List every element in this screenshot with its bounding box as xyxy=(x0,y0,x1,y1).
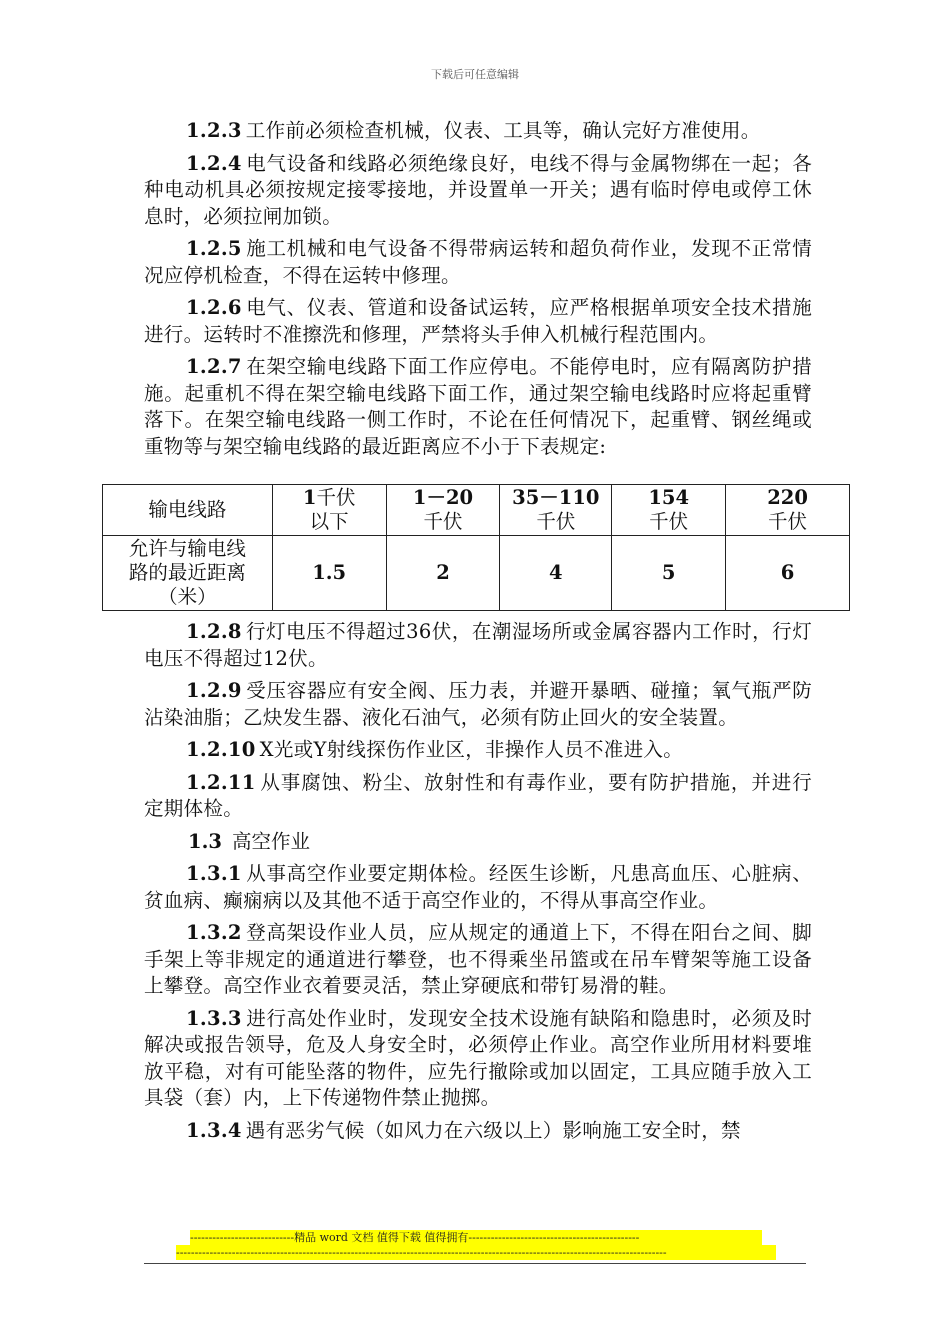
voltage-column-1 xyxy=(272,485,386,536)
clause-1-3-2 xyxy=(144,920,812,1000)
document-body xyxy=(128,118,812,1150)
clause-number: 1.2.7 xyxy=(186,355,242,378)
row-label-voltage: 输电线路 xyxy=(103,485,273,536)
clause-text: 从事高空作业要定期体检。经医生诊断，凡患高血压、心脏病、贫血病、癫痫病以及其他不适于高空作业的，不得从事高空作业。 xyxy=(144,862,812,912)
footer-banner xyxy=(176,1230,776,1260)
clause-number: 1.3.3 xyxy=(186,1006,242,1030)
clause-text: 行灯电压不得超过36伏，在潮湿场所或金属容器内工作时，行灯电压不得超过12伏。 xyxy=(144,620,812,670)
clause-number: 1.2.10 xyxy=(186,738,256,761)
section-heading xyxy=(144,829,812,856)
row-label-line: （米） xyxy=(158,585,217,608)
section-title: 高空作业 xyxy=(231,829,310,853)
page-header: 下载后可任意编辑 xyxy=(431,68,519,81)
voltage-column-4 xyxy=(612,485,726,536)
distance-cell: 6 xyxy=(726,536,850,611)
voltage-value: 1－20 xyxy=(412,486,474,509)
clause-number: 1.2.9 xyxy=(186,679,242,702)
clause-text: 电气、仪表、管道和设备试运转，应严格根据单项安全技术措施进行。运转时不准擦洗和修理，严禁将头手伸入机械行程范围内。 xyxy=(144,296,812,346)
clause-1-2-7 xyxy=(144,354,812,460)
voltage-value: 35－110 xyxy=(512,486,600,509)
voltage-column-3 xyxy=(500,485,612,536)
distance-cell: 5 xyxy=(612,536,726,611)
distance-cell: 1.5 xyxy=(272,536,386,611)
clause-1-2-8 xyxy=(144,619,812,672)
clause-text: 在架空输电线路下面工作应停电。不能停电时，应有隔离防护措施。起重机不得在架空输电线路下面工作，通过架空输电线路时应将起重臂落下。在架空输电线路一侧工作时，不论在任何情况下，起重臂、钢丝绳或重物等与架空输电线路的最近距离应不小于下表规定: xyxy=(144,355,812,458)
voltage-unit-line: 以下 xyxy=(309,510,349,533)
clause-text: 施工机械和电气设备不得带病运转和超负荷作业，发现不正常情况应停机检查，不得在运转中修理。 xyxy=(144,237,812,287)
distance-cell: 2 xyxy=(386,536,500,611)
footer-banner-line: ------------------------------------------------------------------------------------------------------------------------------------ xyxy=(176,1245,776,1260)
table-distance-row xyxy=(103,536,850,611)
voltage-unit-line: 千伏 xyxy=(536,510,576,533)
voltage-unit: 千伏 xyxy=(316,486,356,509)
clause-text: 从事腐蚀、粉尘、放射性和有毒作业，要有防护措施，并进行定期体检。 xyxy=(144,770,812,820)
clause-1-2-4 xyxy=(144,151,812,231)
clause-1-2-3 xyxy=(144,118,812,145)
clause-1-3-4 xyxy=(144,1118,812,1145)
row-label-line: 路的最近距离 xyxy=(128,561,246,584)
footer-banner-line: ----------------------------精品 word 文档 值得下载 值得拥有---------------------------------------------- xyxy=(190,1230,762,1245)
section-number: 1.3 xyxy=(188,829,222,853)
clause-number: 1.3.2 xyxy=(186,921,242,944)
voltage-value: 154 xyxy=(648,486,690,509)
footer-divider xyxy=(144,1263,806,1264)
voltage-column-2 xyxy=(386,485,500,536)
clause-number: 1.2.5 xyxy=(186,237,242,260)
clause-number: 1.2.11 xyxy=(186,770,256,794)
distance-cell: 4 xyxy=(500,536,612,611)
voltage-unit-line: 千伏 xyxy=(423,510,463,533)
clause-text: X光或Y射线探伤作业区，非操作人员不准进入。 xyxy=(259,738,684,761)
clause-text: 电气设备和线路必须绝缘良好，电线不得与金属物绑在一起；各种电动机具必须按规定接零接地，并设置单一开关；遇有临时停电或停工休息时，必须拉闸加锁。 xyxy=(144,151,812,228)
row-label-distance xyxy=(103,536,273,611)
voltage-unit-line: 千伏 xyxy=(768,510,808,533)
clause-text: 进行高处作业时，发现安全技术设施有缺陷和隐患时，必须及时解决或报告领导，危及人身安全时，必须停止作业。高空作业所用材料要堆放平稳，对有可能坠落的物件，应先行撤除或加以固定，工具应随手放入工具袋（套）内，上下传递物件禁止抛掷。 xyxy=(144,1006,812,1109)
clause-number: 1.2.3 xyxy=(186,119,242,142)
clause-number: 1.2.4 xyxy=(186,151,242,175)
clearance-distance-table xyxy=(102,484,850,611)
clause-1-2-5 xyxy=(144,236,812,289)
clause-text: 遇有恶劣气候（如风力在六级以上）影响施工安全时，禁 xyxy=(245,1118,741,1142)
clause-1-2-11 xyxy=(144,770,812,823)
row-label-line: 允许与输电线 xyxy=(128,537,246,560)
clause-text: 工作前必须检查机械，仪表、工具等，确认完好方准使用。 xyxy=(245,119,761,142)
clause-number: 1.3.1 xyxy=(186,862,242,885)
clause-1-3-1 xyxy=(144,861,812,914)
clause-1-2-10 xyxy=(144,737,812,764)
clause-text: 登高架设作业人员，应从规定的通道上下，不得在阳台之间、脚手架上等非规定的通道进行攀登，也不得乘坐吊篮或在吊车臂架等施工设备上攀登。高空作业衣着要灵活，禁止穿硬底和带钉易滑的鞋。 xyxy=(144,921,812,997)
clause-number: 1.2.8 xyxy=(186,620,242,643)
clause-1-2-9 xyxy=(144,678,812,731)
voltage-value: 220 xyxy=(767,486,808,509)
clause-number: 1.2.6 xyxy=(186,296,242,319)
table-header-row xyxy=(103,485,850,536)
voltage-value: 1 xyxy=(302,486,317,509)
clause-1-3-3 xyxy=(144,1006,812,1112)
clause-1-2-6 xyxy=(144,295,812,348)
voltage-unit-line: 千伏 xyxy=(649,510,689,533)
clause-number: 1.3.4 xyxy=(186,1118,242,1142)
clause-text: 受压容器应有安全阀、压力表，并避开暴晒、碰撞；氧气瓶严防沾染油脂；乙炔发生器、液化石油气，必须有防止回火的安全装置。 xyxy=(144,679,812,729)
voltage-column-5 xyxy=(726,485,850,536)
